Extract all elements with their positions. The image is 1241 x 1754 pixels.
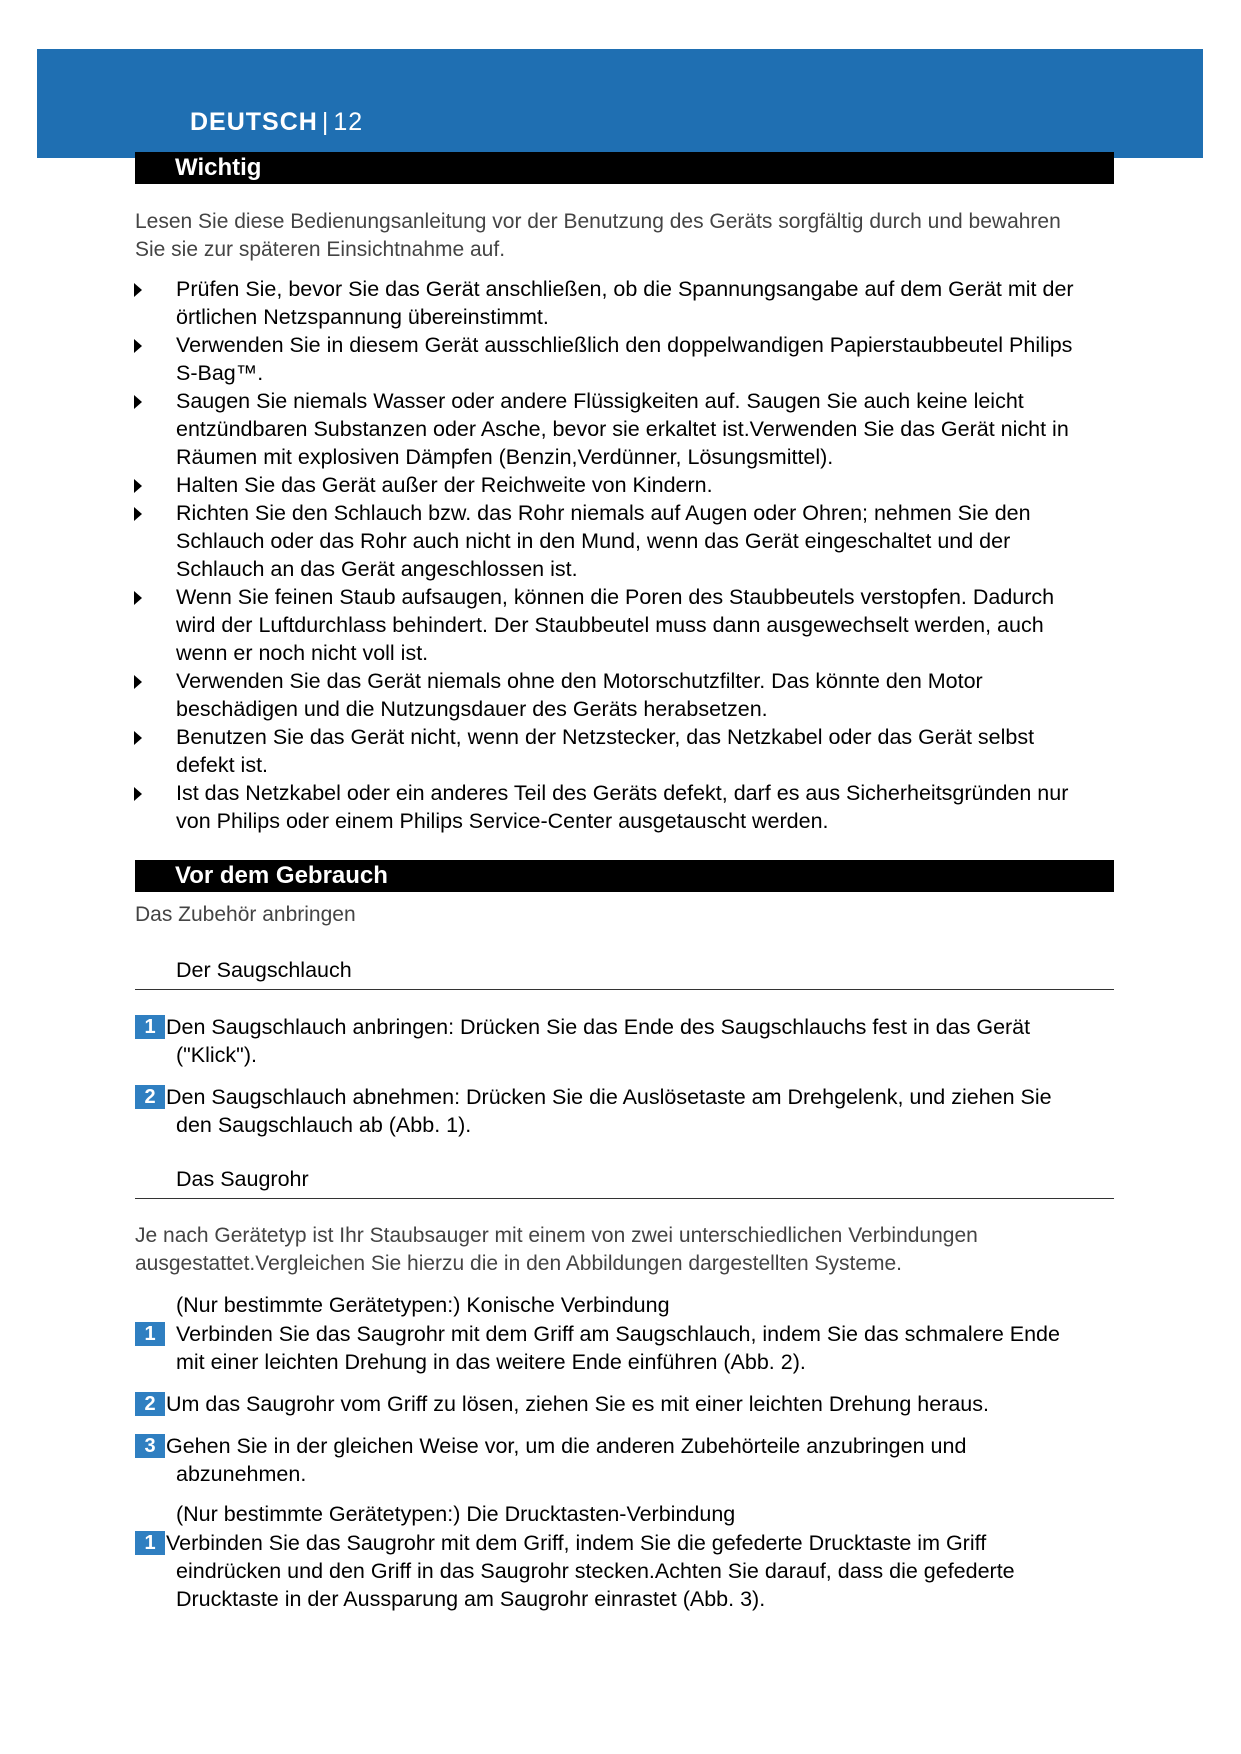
list-item: Ist das Netzkabel oder ein anderes Teil des Geräts defekt, darf es aus Sicherheitsgründen nur von Philips oder einem Philips Service-Center ausgetauscht werden. bbox=[134, 779, 1134, 835]
step-text: Verbinden Sie das Saugrohr mit dem Griff, indem Sie die gefederte Drucktaste im Griff bbox=[166, 1531, 987, 1555]
step-number: 1 bbox=[135, 1015, 165, 1039]
step-number: 3 bbox=[135, 1434, 165, 1458]
step-number: 2 bbox=[135, 1085, 165, 1109]
divider bbox=[135, 1198, 1114, 1199]
divider bbox=[135, 989, 1114, 990]
list-item: Saugen Sie niemals Wasser oder andere Flüssigkeiten auf. Saugen Sie auch keine leicht entzündbaren Substanzen oder Asche, bevor sie erkaltet ist.Verwenden Sie das Gerät nicht in Räumen mit explosiven Dämpfen (Benzin,Verdünner, Lösungsmittel). bbox=[134, 387, 1134, 471]
section-title-important: Wichtig bbox=[135, 152, 1114, 184]
step-text: Den Saugschlauch anbringen: Drücken Sie das Ende des Saugschlauchs fest in das Gerät bbox=[166, 1015, 1031, 1039]
section-title-before-use: Vor dem Gebrauch bbox=[135, 860, 1114, 892]
step-text: Drucktaste in der Aussparung am Saugrohr einrastet (Abb. 3). bbox=[176, 1587, 766, 1611]
accessories-subtitle: Das Zubehör anbringen bbox=[135, 903, 356, 926]
step-text: eindrücken und den Griff in das Saugrohr stecken.Achten Sie darauf, dass die gefederte bbox=[176, 1559, 1015, 1583]
bullet-icon bbox=[134, 779, 142, 809]
list-item: Verwenden Sie das Gerät niemals ohne den Motorschutzfilter. Das könnte den Motor beschädigen und die Nutzungsdauer des Geräts herabsetzen. bbox=[134, 667, 1134, 723]
bullet-icon bbox=[134, 331, 142, 361]
intro-text bbox=[135, 208, 1061, 264]
bullet-icon bbox=[134, 499, 142, 529]
bullet-icon bbox=[134, 387, 142, 417]
bullet-icon bbox=[134, 667, 142, 697]
step-item bbox=[135, 1432, 1125, 1488]
tube-intro bbox=[135, 1222, 978, 1278]
step-text: Den Saugschlauch abnehmen: Drücken Sie die Auslösetaste am Drehgelenk, und ziehen Sie bbox=[166, 1085, 1052, 1109]
step-text: Verbinden Sie das Saugrohr mit dem Griff am Saugschlauch, indem Sie das schmalere Ende bbox=[176, 1322, 1060, 1346]
step-text: Um das Saugrohr vom Griff zu lösen, ziehen Sie es mit einer leichten Drehung heraus. bbox=[166, 1392, 989, 1416]
step-number: 2 bbox=[135, 1392, 165, 1416]
intro-line: Sie sie zur späteren Einsichtnahme auf. bbox=[135, 238, 506, 261]
step-text: abzunehmen. bbox=[176, 1462, 307, 1486]
step-item bbox=[135, 1529, 1125, 1613]
push-heading: (Nur bestimmte Gerätetypen:) Die Drucktasten-Verbindung bbox=[176, 1502, 736, 1526]
list-item: Verwenden Sie in diesem Gerät ausschließlich den doppelwandigen Papierstaubbeutel Philips S-Bag™. bbox=[134, 331, 1134, 387]
list-item: Wenn Sie feinen Staub aufsaugen, können die Poren des Staubbeutels verstopfen. Dadurch wird der Luftdurchlass behindert. Der Staubbeutel muss dann ausgewechselt werden, auch wenn er noch nicht voll ist. bbox=[134, 583, 1134, 667]
step-number: 1 bbox=[135, 1322, 165, 1346]
bullet-icon bbox=[134, 723, 142, 753]
list-item: Richten Sie den Schlauch bzw. das Rohr niemals auf Augen oder Ohren; nehmen Sie den Schlauch oder das Rohr auch nicht in den Mund, wenn das Gerät eingeschaltet und der Schlauch an das Gerät angeschlossen ist. bbox=[134, 499, 1134, 583]
tube-heading: Das Saugrohr bbox=[176, 1167, 309, 1191]
step-text: mit einer leichten Drehung in das weitere Ende einführen (Abb. 2). bbox=[176, 1350, 806, 1374]
conical-heading: (Nur bestimmte Gerätetypen:) Konische Verbindung bbox=[176, 1293, 670, 1317]
intro-line: Lesen Sie diese Bedienungsanleitung vor der Benutzung des Geräts sorgfältig durch und bewahren bbox=[135, 210, 1061, 233]
warning-list bbox=[134, 275, 1134, 835]
step-item bbox=[135, 1390, 1125, 1418]
page-header bbox=[190, 108, 363, 137]
step-item bbox=[135, 1320, 1125, 1376]
step-item bbox=[135, 1013, 1125, 1069]
step-number: 1 bbox=[135, 1531, 165, 1555]
intro-line: ausgestattet.Vergleichen Sie hierzu die in den Abbildungen dargestellten Systeme. bbox=[135, 1252, 903, 1275]
list-item: Halten Sie das Gerät außer der Reichweite von Kindern. bbox=[134, 471, 1134, 499]
list-item: Benutzen Sie das Gerät nicht, wenn der Netzstecker, das Netzkabel oder das Gerät selbst defekt ist. bbox=[134, 723, 1134, 779]
language-label: DEUTSCH bbox=[190, 108, 318, 136]
step-text: den Saugschlauch ab (Abb. 1). bbox=[176, 1113, 472, 1137]
bullet-icon bbox=[134, 471, 142, 501]
hose-heading: Der Saugschlauch bbox=[176, 958, 352, 982]
list-item: Prüfen Sie, bevor Sie das Gerät anschließen, ob die Spannungsangabe auf dem Gerät mit der örtlichen Netzspannung übereinstimmt. bbox=[134, 275, 1134, 331]
separator: | bbox=[321, 108, 330, 136]
bullet-icon bbox=[134, 275, 142, 305]
header-bar bbox=[37, 49, 1203, 158]
page-number: 12 bbox=[333, 108, 364, 136]
bullet-icon bbox=[134, 583, 142, 613]
step-text: Gehen Sie in der gleichen Weise vor, um die anderen Zubehörteile anzubringen und bbox=[166, 1434, 967, 1458]
step-text: ("Klick"). bbox=[176, 1043, 257, 1067]
intro-line: Je nach Gerätetyp ist Ihr Staubsauger mit einem von zwei unterschiedlichen Verbindungen bbox=[135, 1224, 978, 1247]
step-item bbox=[135, 1083, 1125, 1139]
